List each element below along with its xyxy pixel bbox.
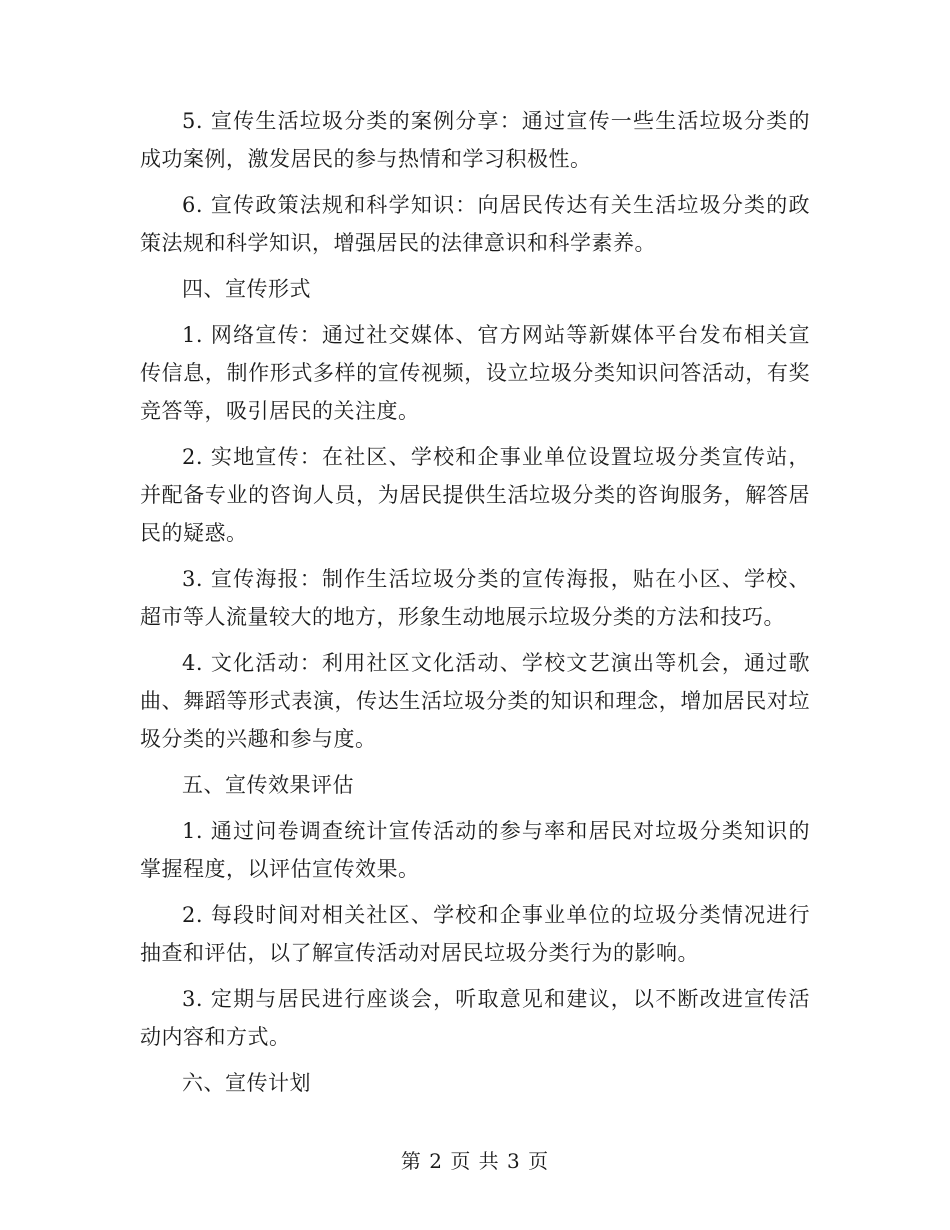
paragraph-evaluation-1: 1. 通过问卷调查统计宣传活动的参与率和居民对垃圾分类知识的掌握程度，以评估宣传效果。	[140, 819, 810, 881]
document-body	[140, 102, 810, 1110]
section-heading-5: 五、宣传效果评估	[182, 773, 354, 797]
paragraph-cultural-activities: 4. 文化活动：利用社区文化活动、学校文艺演出等机会，通过歌曲、舞蹈等形式表演，传达生活垃圾分类的知识和理念，增加居民对垃圾分类的兴趣和参与度。	[140, 651, 810, 751]
paragraph-item-6: 6. 宣传政策法规和科学知识：向居民传达有关生活垃圾分类的政策法规和科学知识，增强居民的法律意识和科学素养。	[140, 193, 810, 255]
section-heading-4: 四、宣传形式	[182, 277, 311, 301]
paragraph-poster-promotion: 3. 宣传海报：制作生活垃圾分类的宣传海报，贴在小区、学校、超市等人流量较大的地方，形象生动地展示垃圾分类的方法和技巧。	[140, 567, 810, 629]
paragraph-online-promotion: 1. 网络宣传：通过社交媒体、官方网站等新媒体平台发布相关宣传信息，制作形式多样的宣传视频，设立垃圾分类知识问答活动，有奖竞答等，吸引居民的关注度。	[140, 323, 810, 423]
section-heading-6: 六、宣传计划	[182, 1071, 311, 1095]
paragraph-onsite-promotion: 2. 实地宣传：在社区、学校和企事业单位设置垃圾分类宣传站，并配备专业的咨询人员，为居民提供生活垃圾分类的咨询服务，解答居民的疑惑。	[140, 445, 810, 545]
paragraph-item-5: 5. 宣传生活垃圾分类的案例分享：通过宣传一些生活垃圾分类的成功案例，激发居民的参与热情和学习积极性。	[140, 109, 810, 171]
paragraph-evaluation-2: 2. 每段时间对相关社区、学校和企事业单位的垃圾分类情况进行抽查和评估，以了解宣传活动对居民垃圾分类行为的影响。	[140, 903, 810, 965]
paragraph-evaluation-3: 3. 定期与居民进行座谈会，听取意见和建议，以不断改进宣传活动内容和方式。	[140, 987, 810, 1049]
page-footer: 第 2 页 共 3 页	[400, 1149, 550, 1173]
